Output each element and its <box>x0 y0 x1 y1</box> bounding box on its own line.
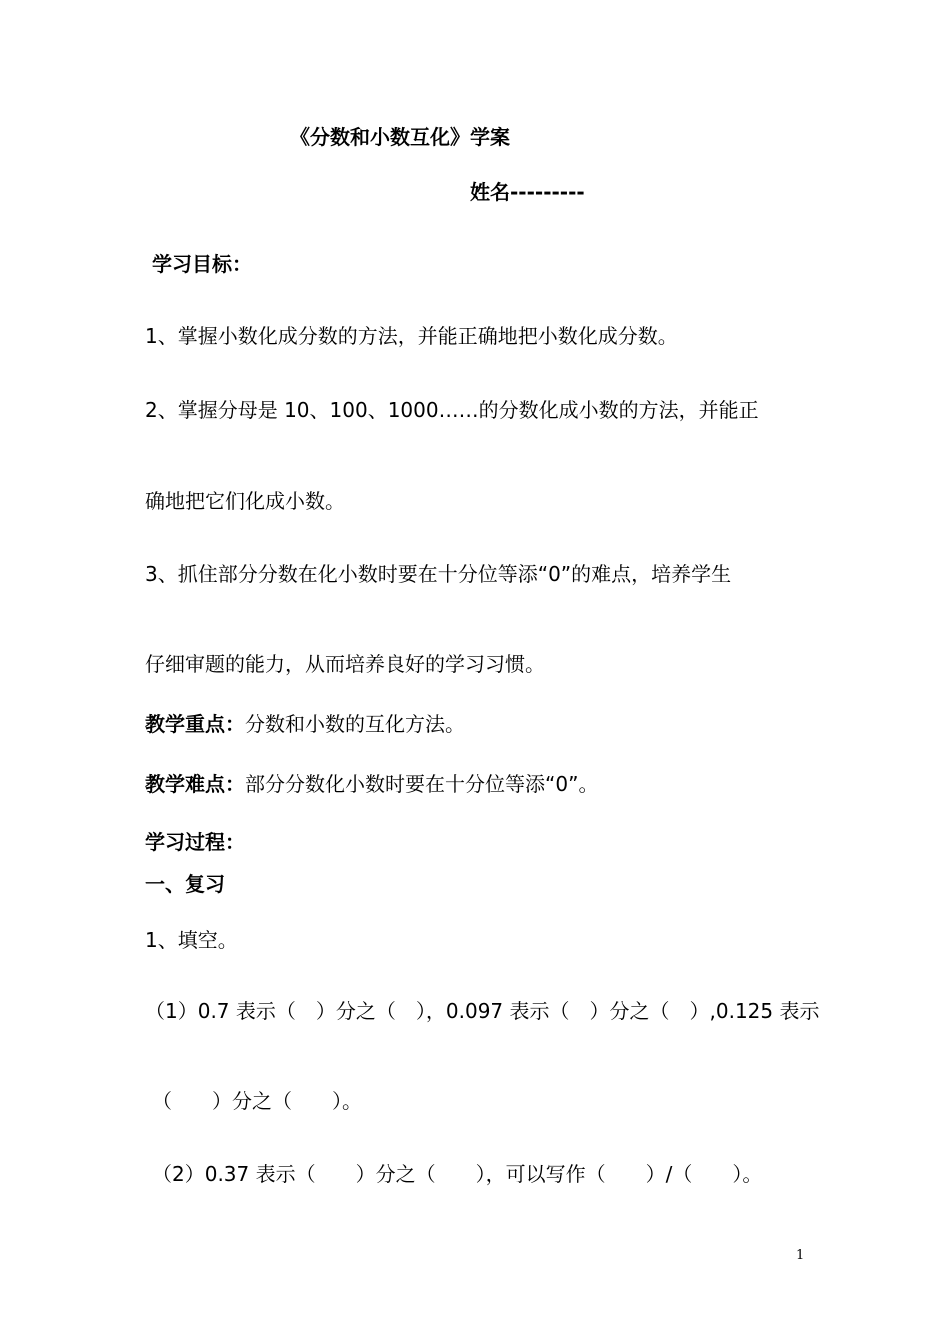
process-heading: 学习过程： <box>145 830 245 854</box>
objectives-heading: 学习目标： <box>152 252 252 276</box>
question-2: （2）0.37 表示（ ）分之（ ），可以写作（ ）/（ ）。 <box>152 1162 763 1186</box>
objective-2-line-1: 2、掌握分母是 10、100、1000……的分数化成小数的方法，并能正 <box>145 398 759 422</box>
task-fill-blank: 1、填空。 <box>145 928 238 952</box>
section-review-heading: 一、复习 <box>145 872 225 896</box>
objective-1: 1、掌握小数化成分数的方法，并能正确地把小数化成分数。 <box>145 324 678 348</box>
name-field-line: 姓名--------- <box>470 180 585 204</box>
difficulty-paragraph <box>145 770 598 798</box>
difficulty-label: 教学难点： <box>145 772 245 796</box>
document-title: 《分数和小数互化》学案 <box>290 125 510 149</box>
objective-3-line-1: 3、抓住部分分数在化小数时要在十分位等添“0”的难点，培养学生 <box>145 562 732 586</box>
question-1-line-2: （ ）分之（ ）。 <box>152 1089 362 1113</box>
key-point-label: 教学重点： <box>145 712 245 736</box>
question-1-line-1: （1）0.7 表示（ ）分之（ ），0.097 表示（ ）分之（ ）,0.125 表示 <box>145 999 820 1023</box>
objective-3-line-2: 仔细审题的能力，从而培养良好的学习习惯。 <box>145 652 545 676</box>
key-point-text: 分数和小数的互化方法。 <box>245 712 465 736</box>
objective-2-line-2: 确地把它们化成小数。 <box>145 489 345 513</box>
page-number: 1 <box>796 1248 805 1263</box>
key-point-paragraph <box>145 710 465 738</box>
difficulty-text: 部分分数化小数时要在十分位等添“0”。 <box>245 772 599 796</box>
